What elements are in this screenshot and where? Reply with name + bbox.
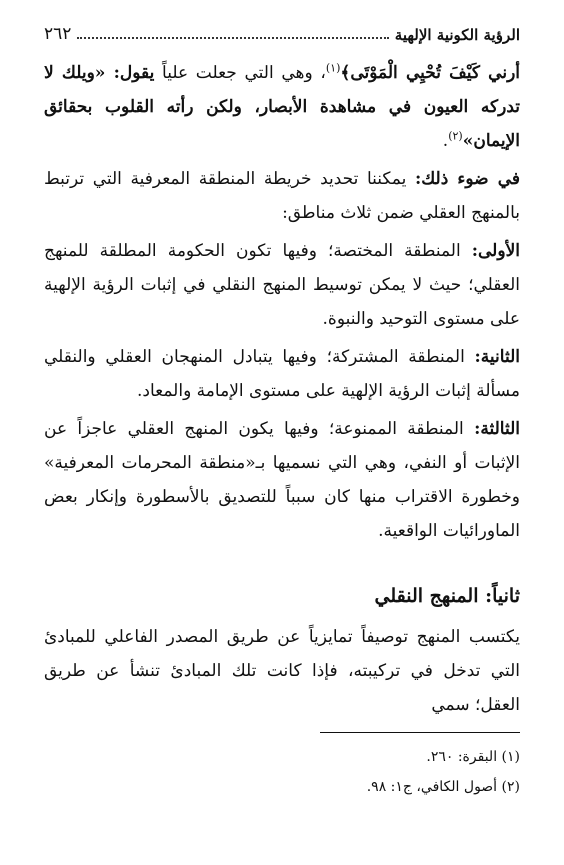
quran-bracket: ﴾: [340, 63, 351, 83]
quran-verse: أرني كَيْفَ تُحْيِي الْمَوْتَى: [350, 63, 521, 83]
paragraph-text: المنطقة المختصة؛ وفيها تكون الحكومة المطلقة للمنهج العقلي؛ حيث لا يمكن توسيط المنهج النقلي في إثبات الرؤية الإلهية على مستوى التوحيد والنبوة.: [44, 241, 520, 329]
paragraph-second-zone: [44, 340, 520, 408]
paragraph-lead: الثانية:: [474, 347, 520, 367]
footnote-2: (٢) أصول الكافي، ج١: ٩٨.: [366, 779, 520, 795]
footnote-ref-2: (٢): [448, 129, 463, 143]
section-heading: ثانياً: المنهج النقلي: [374, 585, 520, 607]
paragraph-text: يمكننا تحديد خريطة المنطقة المعرفية التي ترتبط بالمنهج العقلي ضمن ثلاث مناطق:: [44, 169, 520, 223]
footnotes: [44, 742, 520, 802]
footnote-1: (١) البقرة: ٢٦٠.: [426, 749, 520, 765]
paragraph-end: .: [442, 131, 449, 151]
paragraph-quote: [44, 56, 520, 158]
body-text: [44, 56, 520, 722]
paragraph-intro: [44, 162, 520, 230]
paragraph-lead: الثالثة:: [474, 419, 520, 439]
paragraph-lead: في ضوء ذلك:: [414, 169, 520, 189]
hadith-quote: يقول: «ويلك لا تدركه العيون في مشاهدة الأبصار، ولكن رأته القلوب بحقائق الإيمان»: [44, 63, 520, 151]
paragraph-third-zone: [44, 412, 520, 548]
paragraph-transmitted-method: يكتسب المنهج توصيفاً تمايزياً عن طريق المصدر الفاعلي للمبادئ التي تدخل في تركيبته، فإذا كانت تلك المبادئ تنشأ عن طريق العقل؛ سمي: [44, 627, 520, 715]
paragraph-text: المنطقة المشتركة؛ وفيها يتبادل المنهجان العقلي والنقلي مسألة إثبات الرؤية الإلهية على مستوى الإمامة والمعاد.: [44, 347, 520, 401]
paragraph-lead: الأولى:: [471, 241, 520, 261]
running-title: الرؤية الكونية الإلهية: [394, 26, 520, 44]
paragraph-text: المنطقة الممنوعة؛ وفيها يكون المنهج العقلي عاجزاً عن الإثبات أو النفي، وهي التي نسميها بـ«منطقة المحرمات المعرفية» وخطورة الاقتراب منها كان سبباً للتصديق بالأسطورة وإنكار بعض الماورائيات الواقعية.: [44, 419, 520, 541]
footnote-ref-1: (١): [325, 61, 341, 75]
page-header: [44, 16, 520, 44]
paragraph-text: ، وهي التي جعلت علياً: [154, 63, 326, 83]
paragraph-first-zone: [44, 234, 520, 336]
header-dotted-leader: [77, 37, 388, 39]
page-number: ٢٦٢: [44, 24, 72, 44]
footnote-divider: [320, 732, 520, 733]
